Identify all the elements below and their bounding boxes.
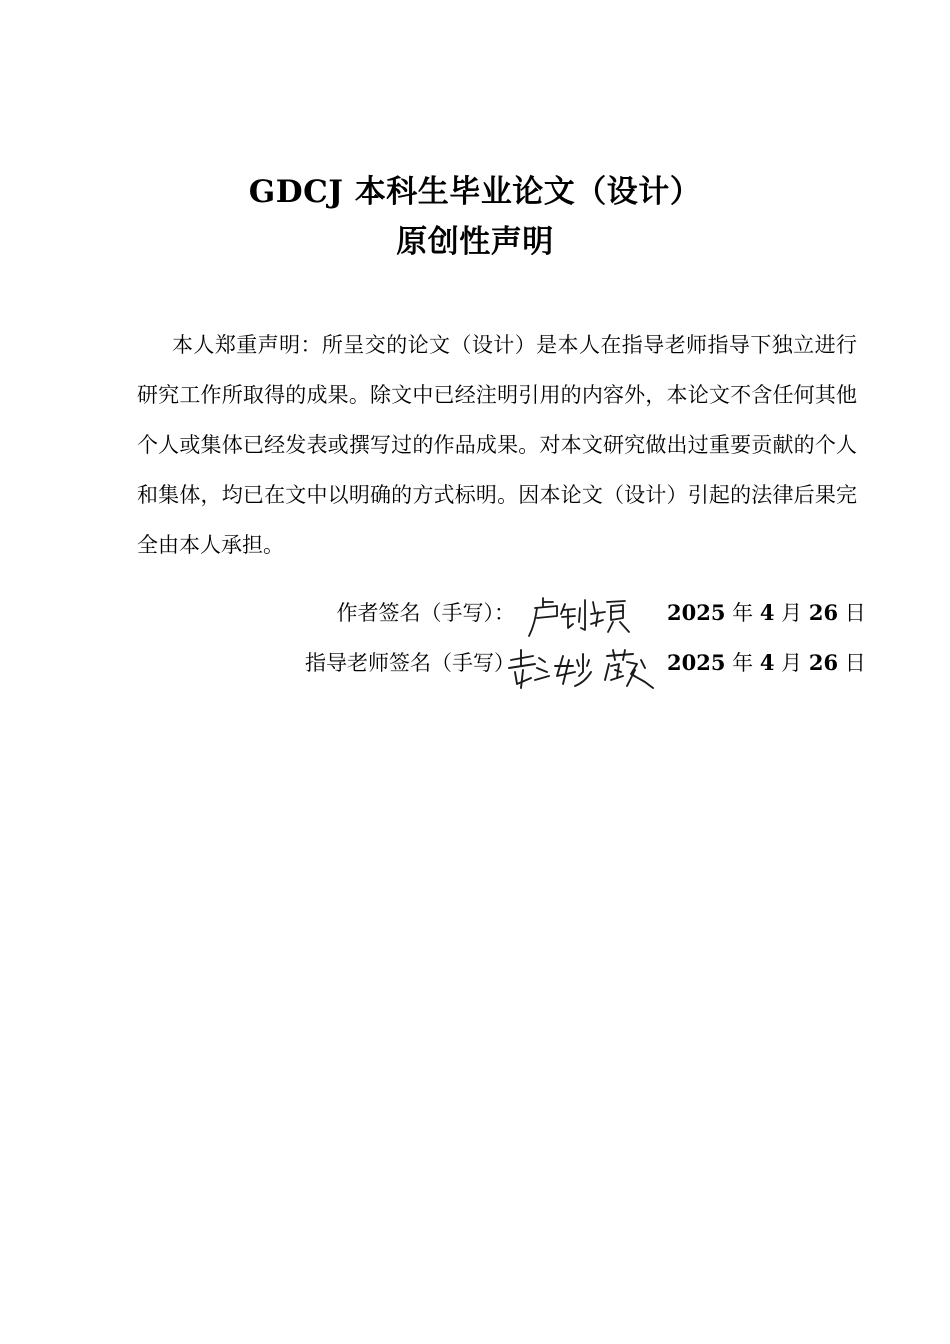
advisor-date-month: 4	[759, 650, 775, 675]
document-subtitle: 原创性声明	[396, 224, 554, 260]
author-date-year: 2025	[667, 600, 726, 625]
author-date-month: 4	[759, 600, 775, 625]
advisor-handwritten-signature	[505, 646, 655, 692]
advisor-date-day: 26	[808, 650, 839, 675]
declaration-paragraph: 本人郑重声明：所呈交的论文（设计）是本人在指导老师指导下独立进行研究工作所取得的成果。除文中已经注明引用的内容外，本论文不含任何其他个人或集体已经发表或撰写过的作品成果。对本文研究做出过重要贡献的个人和集体，均已在文中以明确的方式标明。因本论文（设计）引起的法律后果完全由本人承担。	[137, 333, 857, 557]
advisor-date-month-unit: 月	[781, 651, 803, 675]
author-signature-row	[0, 598, 950, 632]
advisor-signature-date	[667, 648, 866, 678]
author-signature-label: 作者签名（手写）：	[336, 601, 515, 625]
advisor-date-day-unit: 日	[844, 651, 866, 675]
author-date-day: 26	[808, 600, 839, 625]
author-handwritten-signature	[525, 594, 635, 642]
advisor-date-year: 2025	[667, 650, 726, 675]
advisor-signature-label: 指导老师签名（手写）	[305, 651, 515, 675]
author-date-year-unit: 年	[732, 601, 754, 625]
advisor-date-year-unit: 年	[732, 651, 754, 675]
document-title: GDCJ 本科生毕业论文（设计）	[248, 174, 702, 210]
declaration-body	[137, 320, 857, 570]
author-date-day-unit: 日	[844, 601, 866, 625]
author-date-month-unit: 月	[781, 601, 803, 625]
author-signature-date	[667, 598, 866, 628]
advisor-signature-row	[0, 648, 950, 682]
